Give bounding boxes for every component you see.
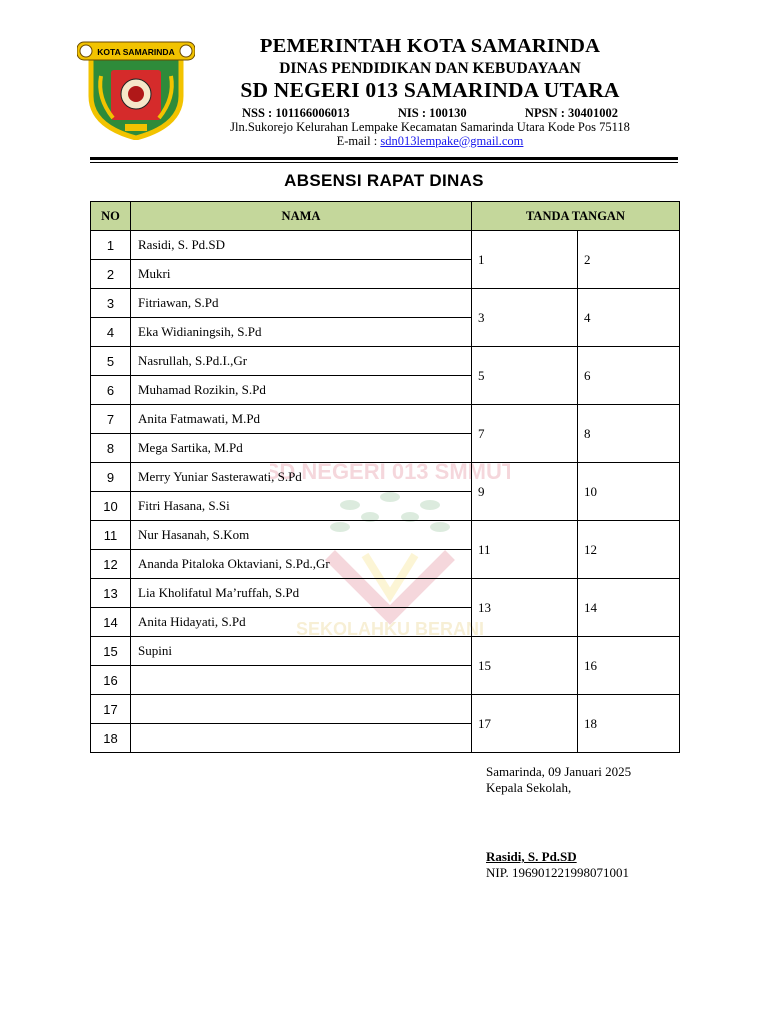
row-name: Lia Kholifatul Ma’ruffah, S.Pd [131, 579, 472, 608]
row-name: Supini [131, 637, 472, 666]
signature-slot[interactable]: 14 [578, 579, 680, 637]
row-name: Eka Widianingsih, S.Pd [131, 318, 472, 347]
signature-slot[interactable]: 12 [578, 521, 680, 579]
row-name: Merry Yuniar Sasterawati, S.Pd [131, 463, 472, 492]
signature-slot[interactable]: 3 [472, 289, 578, 347]
table-row [91, 521, 680, 550]
table-row [91, 695, 680, 724]
table-row [91, 463, 680, 492]
signature-slot[interactable]: 6 [578, 347, 680, 405]
signature-slot[interactable]: 15 [472, 637, 578, 695]
svg-text:KOTA SAMARINDA: KOTA SAMARINDA [97, 47, 175, 57]
row-number: 11 [91, 521, 131, 550]
school-name: SD NEGERI 013 SAMARINDA UTARA [240, 78, 620, 102]
header-name: NAMA [131, 202, 472, 231]
email-line [188, 135, 672, 148]
signature-slot[interactable]: 18 [578, 695, 680, 753]
table-row [91, 637, 680, 666]
signature-slot[interactable]: 16 [578, 637, 680, 695]
svg-text:SD NEGERI 013 SMMUT: SD NEGERI 013 SMMUT [270, 459, 510, 484]
signer-position: Kepala Sekolah, [486, 779, 572, 795]
table-row [91, 405, 680, 434]
row-name: Rasidi, S. Pd.SD [131, 231, 472, 260]
email-label: E-mail : [336, 133, 381, 148]
nss: NSS : 101166006013 [242, 105, 350, 120]
header-rule-thick [90, 157, 678, 160]
row-number: 15 [91, 637, 131, 666]
row-number: 16 [91, 666, 131, 695]
signature-slot[interactable]: 8 [578, 405, 680, 463]
svg-text:SEKOLAHKU BERANI: SEKOLAHKU BERANI [295, 619, 485, 639]
row-name: Anita Hidayati, S.Pd [131, 608, 472, 637]
signature-block [486, 764, 631, 880]
row-name: Fitriawan, S.Pd [131, 289, 472, 318]
signer-name: Rasidi, S. Pd.SD [486, 849, 577, 864]
signer-nip: NIP. 196901221998071001 [486, 864, 630, 880]
row-number: 13 [91, 579, 131, 608]
signature-slot[interactable]: 2 [578, 231, 680, 289]
signature-slot[interactable]: 9 [472, 463, 578, 521]
signature-slot[interactable]: 5 [472, 347, 578, 405]
signature-space [486, 795, 631, 849]
row-name [131, 695, 472, 724]
header-rule-thin [90, 162, 678, 163]
address: Jln.Sukorejo Kelurahan Lempake Kecamatan Samarinda Utara Kode Pos 75118 [230, 120, 630, 134]
row-number: 5 [91, 347, 131, 376]
row-name [131, 724, 472, 753]
row-number: 4 [91, 318, 131, 347]
row-number: 14 [91, 608, 131, 637]
row-number: 3 [91, 289, 131, 318]
row-number: 9 [91, 463, 131, 492]
header-signature: TANDA TANGAN [472, 202, 680, 231]
signature-slot[interactable]: 17 [472, 695, 578, 753]
row-number: 6 [91, 376, 131, 405]
row-name: Mukri [131, 260, 472, 289]
row-number: 12 [91, 550, 131, 579]
row-name: Nasrullah, S.Pd.I.,Gr [131, 347, 472, 376]
signature-slot[interactable]: 11 [472, 521, 578, 579]
department-name: DINAS PENDIDIKAN DAN KEBUDAYAAN [279, 59, 581, 77]
row-name: Muhamad Rozikin, S.Pd [131, 376, 472, 405]
row-number: 17 [91, 695, 131, 724]
table-row [91, 347, 680, 376]
letterhead [188, 36, 672, 147]
government-name: PEMERINTAH KOTA SAMARINDA [259, 35, 601, 57]
row-number: 8 [91, 434, 131, 463]
table-header-row [91, 202, 680, 231]
nis: NIS : 100130 [397, 105, 467, 120]
place-date: Samarinda, 09 Januari 2025 [486, 764, 632, 779]
email-link[interactable]: sdn013lempake@gmail.com [380, 133, 524, 148]
attendance-table [90, 201, 680, 753]
signature-slot[interactable]: 1 [472, 231, 578, 289]
row-name: Fitri Hasana, S.Si [131, 492, 472, 521]
signature-slot[interactable]: 4 [578, 289, 680, 347]
city-emblem-logo [77, 40, 195, 140]
header-no: NO [91, 202, 131, 231]
row-number: 2 [91, 260, 131, 289]
npsn: NPSN : 30401002 [524, 105, 618, 120]
row-number: 10 [91, 492, 131, 521]
row-name: Nur Hasanah, S.Kom [131, 521, 472, 550]
school-ids [188, 107, 672, 120]
row-number: 18 [91, 724, 131, 753]
signature-slot[interactable]: 13 [472, 579, 578, 637]
table-row [91, 579, 680, 608]
document-title: ABSENSI RAPAT DINAS [284, 171, 484, 190]
signature-slot[interactable]: 10 [578, 463, 680, 521]
table-row [91, 231, 680, 260]
table-row [91, 289, 680, 318]
row-number: 1 [91, 231, 131, 260]
row-name: Ananda Pitaloka Oktaviani, S.Pd.,Gr [131, 550, 472, 579]
row-name: Anita Fatmawati, M.Pd [131, 405, 472, 434]
signature-slot[interactable]: 7 [472, 405, 578, 463]
row-name: Mega Sartika, M.Pd [131, 434, 472, 463]
row-name [131, 666, 472, 695]
row-number: 7 [91, 405, 131, 434]
